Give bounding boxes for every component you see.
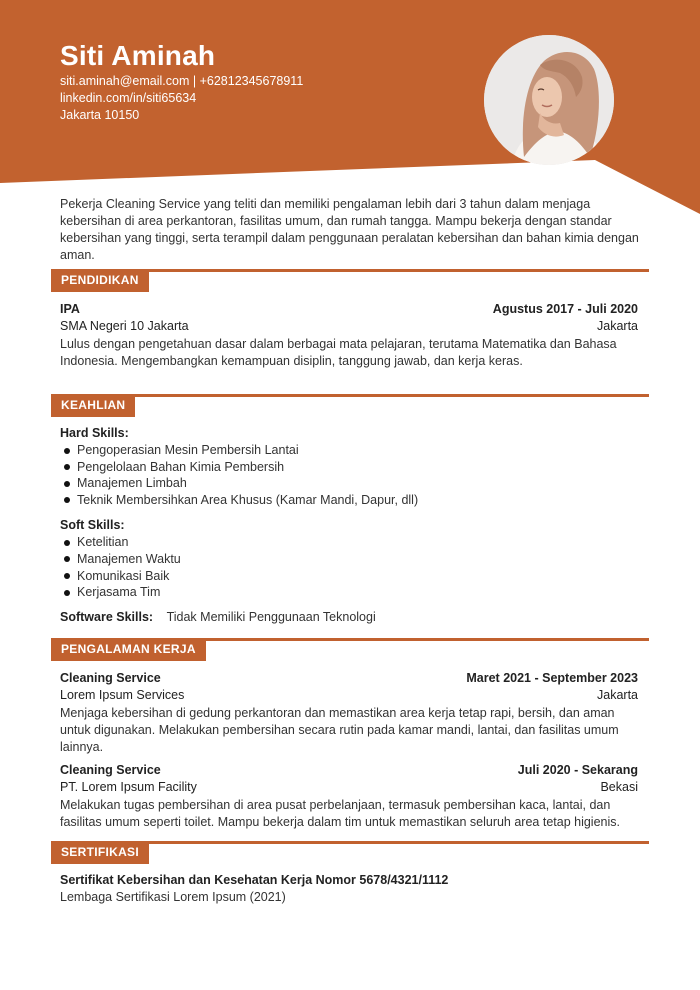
education-city: Jakarta: [597, 319, 638, 333]
section-divider: [51, 394, 649, 397]
education-period: Agustus 2017 - Juli 2020: [492, 302, 638, 316]
certificate-name: Sertifikat Kebersihan dan Kesehatan Kerja Nomor 5678/4321/1112: [60, 873, 449, 887]
list-item: Pengoperasian Mesin Pembersih Lantai: [60, 442, 638, 459]
contact-linkedin: linkedin.com/in/siti65634: [60, 91, 197, 105]
job-role: Cleaning Service: [60, 671, 161, 685]
hard-skills-list: [60, 442, 638, 508]
soft-skills-list: [60, 534, 638, 600]
software-skills: [60, 609, 638, 626]
list-item: Manajemen Limbah: [60, 475, 638, 492]
candidate-name: Siti Aminah: [60, 40, 216, 71]
education-school: SMA Negeri 10 Jakarta: [60, 319, 189, 333]
job-city: Bekasi: [600, 780, 638, 794]
job-period: Juli 2020 - Sekarang: [517, 763, 638, 777]
list-item: Kerjasama Tim: [60, 584, 638, 601]
section-title: KEAHLIAN: [51, 394, 135, 417]
education-major: IPA: [60, 302, 80, 316]
profile-summary: Pekerja Cleaning Service yang teliti dan memiliki pengalaman lebih dari 3 tahun dalam menjaga kebersihan di area perkantoran, fasilitas umum, dan rumah tangga. Mampu bekerja dengan standar kebersihan yang tinggi, serta terampil dalam penggunaan peralatan kebersihan dan bahan kimia dengan aman.: [60, 197, 639, 262]
section-title: PENDIDIKAN: [51, 269, 149, 292]
list-item: Manajemen Waktu: [60, 551, 638, 568]
section-title: PENGALAMAN KERJA: [51, 638, 206, 661]
job-description: Melakukan tugas pembersihan di area pusat perbelanjaan, termasuk pembersihan kaca, lantai, dan fasilitas umum seperti toilet. Mampu bekerja dalam tim untuk memastikan seluruh area tetap higienis.: [60, 798, 620, 829]
job-company: Lorem Ipsum Services: [60, 688, 185, 702]
hard-skills-label: Hard Skills:: [60, 426, 129, 440]
contact-email-phone: siti.aminah@email.com | +62812345678911: [60, 74, 304, 88]
education-description: Lulus dengan pengetahuan dasar dalam berbagai mata pelajaran, terutama Matematika dan Bahasa Indonesia. Mengembangkan kemampuan disiplin, tanggung jawab, dan kerja keras.: [60, 337, 617, 368]
job-city: Jakarta: [597, 688, 638, 702]
job-company: PT. Lorem Ipsum Facility: [60, 780, 197, 794]
contact-address: Jakarta 10150: [60, 108, 140, 122]
experience-section: [51, 637, 649, 831]
portrait-illustration: [484, 35, 614, 165]
experience-entry: [60, 762, 638, 831]
list-item: Ketelitian: [60, 534, 638, 551]
soft-skills-label: Soft Skills:: [60, 518, 125, 533]
experience-entry: [60, 670, 638, 756]
list-item: Komunikasi Baik: [60, 568, 638, 585]
software-skills-label: Software Skills:: [60, 609, 154, 624]
education-section: [51, 268, 649, 370]
job-role: Cleaning Service: [60, 763, 161, 777]
section-title: SERTIFIKASI: [51, 841, 149, 864]
job-period: Maret 2021 - September 2023: [466, 671, 638, 685]
certificate-issuer: Lembaga Sertifikasi Lorem Ipsum (2021): [60, 890, 286, 904]
certification-section: [51, 840, 649, 906]
profile-photo: [484, 35, 614, 165]
software-skills-value: Tidak Memiliki Penggunaan Teknologi: [166, 609, 376, 624]
job-description: Menjaga kebersihan di gedung perkantoran dan memastikan area kerja tetap rapi, bersih, dan aman untuk digunakan. Melakukan pembersihan secara rutin pada kamar mandi, lantai, dan fasilitas umum lainnya.: [60, 706, 619, 754]
list-item: Teknik Membersihkan Area Khusus (Kamar Mandi, Dapur, dll): [60, 492, 638, 509]
list-item: Pengelolaan Bahan Kimia Pembersih: [60, 459, 638, 476]
skills-section: [51, 393, 649, 626]
